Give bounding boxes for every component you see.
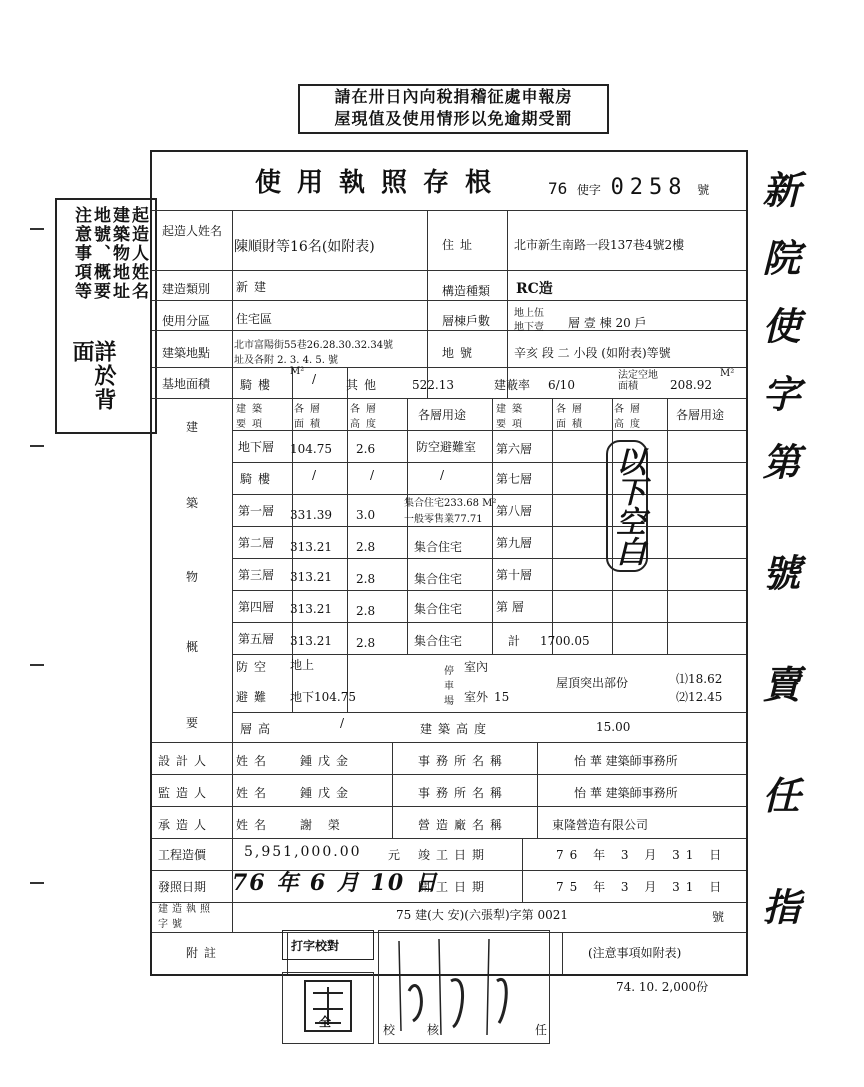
supervisor-name-label: 姓名 bbox=[236, 786, 273, 800]
permit-suffix: 號 bbox=[697, 183, 710, 197]
side-note-col1: 起造人姓名 bbox=[128, 206, 148, 301]
building-height-label: 建築高度 bbox=[420, 722, 493, 736]
tax-notice-box bbox=[298, 84, 609, 134]
floor-use: / bbox=[440, 468, 445, 482]
floor-area: 313.21 bbox=[290, 634, 332, 648]
supervisor-label: 監造人 bbox=[158, 786, 213, 800]
side-note-col2: 建築物地址 bbox=[109, 206, 129, 301]
floor-area: 313.21 bbox=[290, 540, 332, 554]
floor-name: 第三層 bbox=[238, 568, 275, 582]
category-value: 新建 bbox=[236, 280, 273, 294]
floor-name: 地下層 bbox=[238, 440, 275, 454]
head-height-right: 各層高度 bbox=[614, 404, 646, 430]
supervisor-office-label: 事務所名稱 bbox=[418, 786, 509, 800]
stamp-box-2 bbox=[378, 930, 550, 1044]
permit-label: 建造執照字號 bbox=[158, 904, 214, 930]
floor-use-retail: 一般零售業77.71 bbox=[404, 514, 483, 525]
tax-notice-line2: 屋現值及使用情形以免逾期受罰 bbox=[334, 109, 573, 128]
floors-above: 地上伍 bbox=[514, 308, 544, 319]
right-floor-name: 第八層 bbox=[496, 504, 533, 518]
margin-dash bbox=[30, 664, 44, 666]
right-margin-stamp: 新院使字第 號 賣 任 指 bbox=[756, 170, 801, 955]
floor-area: / bbox=[312, 468, 317, 482]
floor-area: 104.75 bbox=[290, 442, 332, 456]
floor-name: 騎樓 bbox=[240, 472, 277, 486]
margin-dash bbox=[30, 445, 44, 447]
roof-label: 屋頂突出部份 bbox=[556, 676, 629, 690]
floor-height: 2.8 bbox=[356, 604, 376, 618]
structure-value: RC造 bbox=[516, 281, 553, 297]
floor-area: 313.21 bbox=[290, 570, 332, 584]
start-label: 開工日期 bbox=[418, 880, 491, 894]
site-label: 建築地點 bbox=[162, 346, 211, 360]
right-floor-name: 第 層 bbox=[496, 600, 524, 614]
margin-dash bbox=[30, 228, 44, 230]
head-use-left: 各層用途 bbox=[418, 408, 467, 422]
floor-height: 2.8 bbox=[356, 636, 376, 650]
other-value: 522.13 bbox=[412, 378, 454, 392]
floor-use: 集合住宅 bbox=[414, 634, 463, 648]
permit-serial: 0258 bbox=[610, 175, 688, 200]
head-item-left: 建築要項 bbox=[236, 404, 268, 430]
stamp-box-1 bbox=[282, 972, 374, 1044]
floors-label: 層棟戶數 bbox=[442, 314, 491, 328]
floor-use: 集合住宅 bbox=[414, 602, 463, 616]
designer-name: 鍾戊金 bbox=[300, 754, 355, 768]
designer-office-label: 事務所名稱 bbox=[418, 754, 509, 768]
stamp-4-text: 任 bbox=[535, 1023, 548, 1037]
remarks-notice: (注意事項如附表) bbox=[588, 946, 682, 960]
head-use-right: 各層用途 bbox=[676, 408, 725, 422]
supervisor-name: 鍾戊金 bbox=[300, 786, 355, 800]
roof-value-1: ⑴18.62 bbox=[676, 672, 723, 686]
other-label: 其他 bbox=[346, 378, 383, 392]
stamp-1-text: 全 bbox=[319, 1015, 332, 1029]
supervisor-office: 怡 華 建築師事務所 bbox=[574, 786, 678, 800]
floors-value: 層 壹 棟 20 戶 bbox=[568, 316, 647, 330]
designer-office: 怡 華 建築師事務所 bbox=[574, 754, 678, 768]
stamp-3-text: 核 bbox=[427, 1023, 440, 1037]
side-note-col5: 詳於背面 bbox=[69, 340, 117, 412]
category-label: 建造類別 bbox=[162, 282, 211, 296]
side-note-col3: 地號、概要 bbox=[90, 206, 110, 301]
floor-height: 2.8 bbox=[356, 572, 376, 586]
shelter-above: 地上 bbox=[290, 658, 315, 672]
building-side-4: 概 bbox=[186, 640, 199, 654]
building-side-5: 要 bbox=[186, 716, 199, 730]
parking-label: 停車場 bbox=[444, 666, 454, 707]
address-label: 住址 bbox=[442, 238, 479, 252]
start-value: 75 年 3 月 31 日 bbox=[556, 880, 728, 894]
designer-label: 設計人 bbox=[158, 754, 213, 768]
zone-value: 住宅區 bbox=[236, 312, 273, 326]
side-note-box bbox=[55, 198, 157, 434]
permit-suffix: 號 bbox=[712, 910, 725, 924]
applicant-label: 起造人姓名 bbox=[162, 224, 223, 238]
floor-height-label: 層高 bbox=[240, 722, 277, 736]
tax-notice-line1: 請在卅日內向稅捐稽征處申報房 bbox=[334, 87, 573, 106]
side-note-col4: 注意事項等 bbox=[71, 206, 91, 301]
zone-label: 使用分區 bbox=[162, 314, 211, 328]
floor-height: / bbox=[370, 468, 375, 482]
permit-type: 使字 bbox=[576, 183, 601, 197]
floor-name: 第四層 bbox=[238, 600, 275, 614]
cost-unit: 元 bbox=[388, 848, 401, 862]
issue-label: 發照日期 bbox=[158, 880, 207, 894]
lot-label: 地號 bbox=[442, 346, 479, 360]
total-label: 計 bbox=[508, 634, 521, 648]
right-floor-name: 第九層 bbox=[496, 536, 533, 550]
issue-value: 76 年 6 月 10 日 bbox=[232, 870, 439, 896]
building-side-2: 築 bbox=[186, 496, 199, 510]
stamp-2-text: 校 bbox=[383, 1023, 396, 1037]
legal-open-unit: M² bbox=[720, 368, 735, 379]
head-height-left: 各層高度 bbox=[350, 404, 382, 430]
cost-value: 5,951,000.00 bbox=[244, 844, 362, 860]
floor-use: 集合住宅 bbox=[414, 572, 463, 586]
floor-height: 3.0 bbox=[356, 508, 376, 522]
shelter-label-1: 防空 bbox=[236, 660, 273, 674]
remarks-label: 附註 bbox=[186, 946, 223, 960]
floor-height: 2.6 bbox=[356, 442, 376, 456]
legal-open-value: 208.92 bbox=[670, 378, 712, 392]
form-title: 使用執照存根 bbox=[255, 168, 508, 198]
head-item-right: 建築要項 bbox=[496, 404, 528, 430]
shelter-label-2: 避難 bbox=[236, 690, 273, 704]
lot-value: 辛亥 段 二 小段 (如附表)等號 bbox=[514, 346, 671, 360]
floor-name: 第一層 bbox=[238, 504, 275, 518]
shelter-below: 地下104.75 bbox=[290, 690, 356, 704]
contractor-company: 東隆營造有限公司 bbox=[552, 818, 649, 832]
seal-stamp-icon bbox=[283, 973, 373, 1043]
site-value-1: 北市富陽街55巷26.28.30.32.34號 bbox=[234, 340, 394, 351]
floor-area: 313.21 bbox=[290, 602, 332, 616]
cost-label: 工程造價 bbox=[158, 848, 207, 862]
contractor-label: 承造人 bbox=[158, 818, 213, 832]
area-label: 基地面積 bbox=[162, 377, 211, 391]
floor-name: 第二層 bbox=[238, 536, 275, 550]
roof-value-2: ⑵12.45 bbox=[676, 690, 723, 704]
contractor-name: 謝 榮 bbox=[300, 818, 346, 832]
building-side-3: 物 bbox=[186, 570, 199, 584]
proofread-box bbox=[282, 930, 374, 960]
parking-indoor: 室內 bbox=[464, 660, 489, 674]
contractor-company-label: 營造廠名稱 bbox=[418, 818, 509, 832]
permit-year: 76 bbox=[548, 179, 568, 198]
arcade-label: 騎樓 bbox=[240, 378, 277, 392]
coverage-label: 建蔽率 bbox=[494, 378, 531, 392]
head-area-left: 各層面積 bbox=[294, 404, 326, 430]
parking-outdoor-value: 15 bbox=[494, 690, 510, 704]
total-value: 1700.05 bbox=[540, 634, 590, 648]
right-floor-name: 第七層 bbox=[496, 472, 533, 486]
site-value-2: 址及各附 2. 3. 4. 5. 號 bbox=[234, 355, 339, 366]
proofread-label: 打字校對 bbox=[291, 939, 340, 953]
address-value: 北市新生南路一段137巷4號2樓 bbox=[514, 238, 685, 252]
signature-stamp-icon bbox=[379, 931, 549, 1043]
handwritten-blank-note: 以下空白 bbox=[606, 440, 648, 572]
floor-use: 防空避難室 bbox=[416, 440, 477, 454]
designer-name-label: 姓名 bbox=[236, 754, 273, 768]
permit-value: 75 建(大 安)(六張犁)字第 0021 bbox=[396, 908, 568, 922]
floor-height-slash: / bbox=[340, 716, 345, 730]
contractor-name-label: 姓名 bbox=[236, 818, 273, 832]
form-code: 74. 10. 2,000份 bbox=[616, 980, 709, 994]
floors-below: 地下壹 bbox=[514, 322, 544, 333]
right-floor-name: 第六層 bbox=[496, 442, 533, 456]
margin-dash bbox=[30, 882, 44, 884]
floor-use: 集合住宅 bbox=[414, 540, 463, 554]
head-area-right: 各層面積 bbox=[556, 404, 588, 430]
building-side-1: 建 bbox=[186, 420, 199, 434]
complete-label: 竣工日期 bbox=[418, 848, 491, 862]
applicant-value: 陳順財等16名(如附表) bbox=[234, 239, 375, 255]
coverage-value: 6/10 bbox=[548, 378, 575, 392]
floor-height: 2.8 bbox=[356, 540, 376, 554]
complete-value: 76 年 3 月 31 日 bbox=[556, 848, 728, 862]
floor-area: 331.39 bbox=[290, 508, 332, 522]
parking-outdoor: 室外 bbox=[464, 690, 489, 704]
legal-open-label: 法定空地面積 bbox=[618, 370, 658, 392]
floor-use: 集合住宅233.68 M² bbox=[404, 498, 497, 509]
arcade-unit: M² bbox=[290, 366, 305, 377]
right-floor-name: 第十層 bbox=[496, 568, 533, 582]
building-height-value: 15.00 bbox=[596, 720, 631, 734]
floor-name: 第五層 bbox=[238, 632, 275, 646]
arcade-slash: / bbox=[312, 372, 317, 386]
structure-label: 構造種類 bbox=[442, 284, 491, 298]
